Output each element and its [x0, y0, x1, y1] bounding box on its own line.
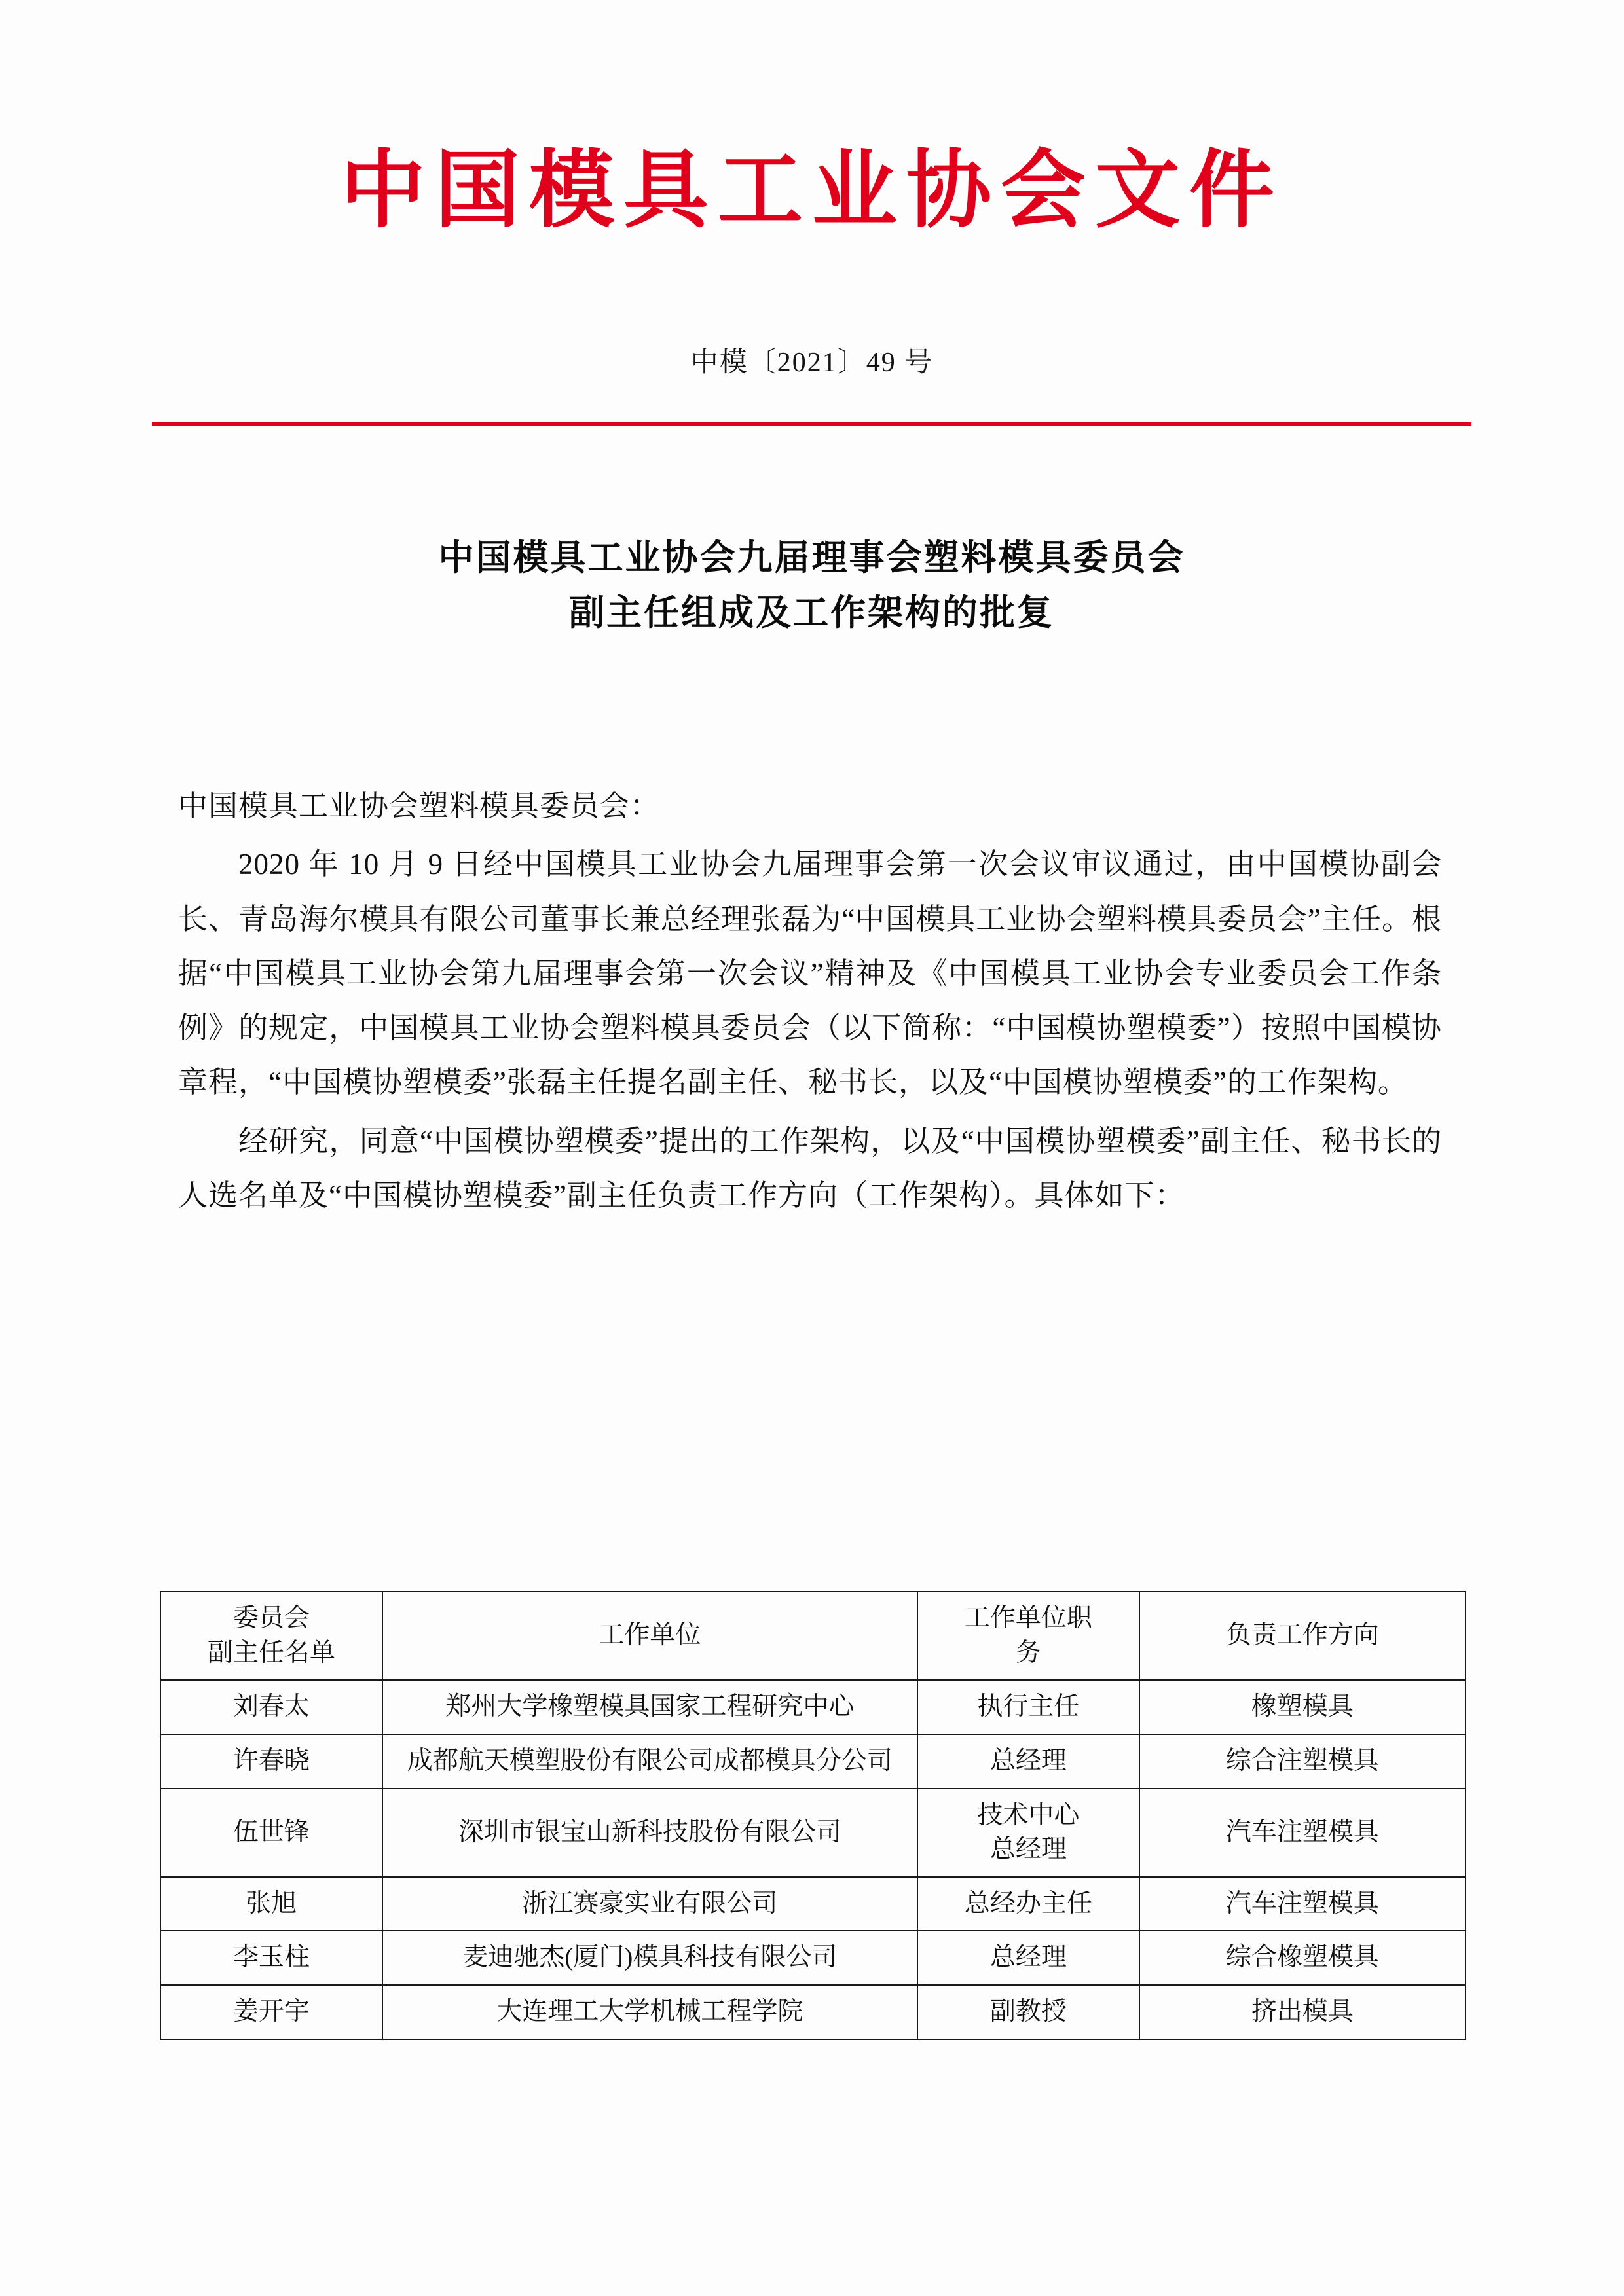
cell-post: 总经理	[917, 1931, 1139, 1985]
document-title	[152, 530, 1471, 640]
table-header-row	[160, 1592, 1466, 1680]
table-row	[160, 1985, 1466, 2039]
document-number: 中模〔2021〕49 号	[690, 348, 934, 378]
cell-org: 深圳市银宝山新科技股份有限公司	[382, 1789, 917, 1877]
document-title-line-1: 中国模具工业协会九届理事会塑料模具委员会	[438, 536, 1185, 578]
table-row	[160, 1789, 1466, 1877]
column-header-org: 工作单位	[382, 1592, 917, 1680]
cell-post-line-2: 总经理	[989, 1835, 1067, 1864]
cell-post: 总经理	[917, 1734, 1139, 1789]
table-row	[160, 1931, 1466, 1985]
table-row	[160, 1734, 1466, 1789]
cell-direction: 汽车注塑模具	[1139, 1789, 1466, 1877]
cell-post: 副教授	[917, 1985, 1139, 2039]
body-paragraph-1: 2020 年 10 月 9 日经中国模具工业协会九届理事会第一次会议审议通过，由中国模协副会长、青岛海尔模具有限公司董事长兼总经理张磊为“中国模具工业协会塑料模具委员会”主任。根据“中国模具工业协会第九届理事会第一次会议”精神及《中国模具工业协会专业委员会工作条例》的规定，中国模具工业协会塑料模具委员会（以下简称：“中国模协塑模委”）按照中国模协章程，“中国模协塑模委”张磊主任提名副主任、秘书长，以及“中国模协塑模委”的工作架构。	[178, 848, 1442, 1099]
cell-direction: 综合橡塑模具	[1139, 1931, 1466, 1985]
cell-direction: 挤出模具	[1139, 1985, 1466, 2039]
cell-direction: 综合注塑模具	[1139, 1734, 1466, 1789]
masthead	[0, 141, 1624, 239]
cell-name: 刘春太	[160, 1680, 382, 1734]
cell-org: 大连理工大学机械工程学院	[382, 1985, 917, 2039]
cell-post	[917, 1789, 1139, 1877]
cell-org: 麦迪驰杰(厦门)模具科技有限公司	[382, 1931, 917, 1985]
organization-title: 中国模具工业协会文件	[340, 139, 1283, 240]
committee-table-wrapper	[160, 1591, 1466, 2040]
document-body	[178, 779, 1442, 1227]
cell-post: 执行主任	[917, 1680, 1139, 1734]
column-header-post-line-1: 工作单位职	[964, 1604, 1092, 1632]
cell-direction: 橡塑模具	[1139, 1680, 1466, 1734]
cell-org: 浙江赛豪实业有限公司	[382, 1877, 917, 1931]
column-header-direction: 负责工作方向	[1139, 1592, 1466, 1680]
cell-post-line-1: 技术中心	[977, 1800, 1080, 1829]
cell-org: 郑州大学橡塑模具国家工程研究中心	[382, 1680, 917, 1734]
cell-name: 许春晓	[160, 1734, 382, 1789]
table-body	[160, 1680, 1466, 2039]
cell-direction: 汽车注塑模具	[1139, 1877, 1466, 1931]
table-row	[160, 1680, 1466, 1734]
column-header-name-line-2: 副主任名单	[207, 1638, 335, 1667]
column-header-name	[160, 1592, 382, 1680]
document-title-line-2: 副主任组成及工作架构的批复	[569, 591, 1054, 633]
table-header	[160, 1592, 1466, 1680]
cell-post: 总经办主任	[917, 1877, 1139, 1931]
cell-name: 伍世锋	[160, 1789, 382, 1877]
cell-name: 姜开宇	[160, 1985, 382, 2039]
committee-table	[160, 1591, 1466, 2040]
column-header-post-line-2: 务	[1015, 1638, 1041, 1667]
cell-name: 张旭	[160, 1877, 382, 1931]
body-paragraph-2: 经研究，同意“中国模协塑模委”提出的工作架构，以及“中国模协塑模委”副主任、秘书长的人选名单及“中国模协塑模委”副主任负责工作方向（工作架构）。具体如下：	[178, 1124, 1442, 1212]
cell-org: 成都航天模塑股份有限公司成都模具分公司	[382, 1734, 917, 1789]
body-addressee: 中国模具工业协会塑料模具委员会：	[178, 790, 661, 822]
column-header-post	[917, 1592, 1139, 1680]
cell-name: 李玉柱	[160, 1931, 382, 1985]
column-header-name-line-1: 委员会	[232, 1604, 310, 1632]
table-row	[160, 1877, 1466, 1931]
red-divider-rule	[152, 422, 1471, 426]
